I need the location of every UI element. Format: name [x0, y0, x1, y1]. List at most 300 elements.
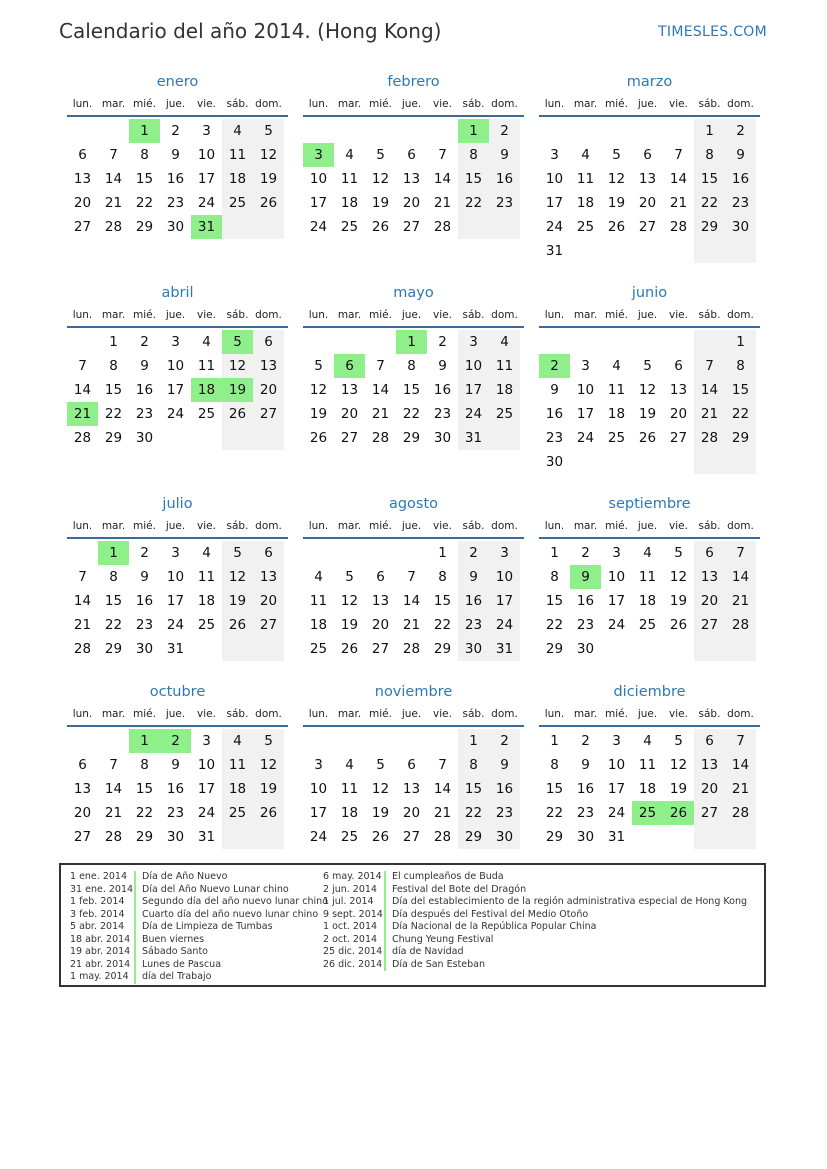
day-cell: 16	[576, 593, 595, 609]
day-cell: 10	[197, 147, 216, 163]
weekday-label: lun.	[544, 98, 565, 110]
empty-day-cell	[303, 729, 334, 753]
day-cell: 15	[104, 593, 123, 609]
empty-day-cell	[365, 729, 396, 753]
day-cell: 15	[433, 593, 452, 609]
weekday-label: sáb.	[462, 708, 485, 720]
legend-date: 1 feb. 2014	[70, 896, 136, 909]
day-cell: 26	[607, 219, 626, 235]
day-cell: 16	[576, 781, 595, 797]
day-cell: 12	[222, 354, 253, 378]
day-cell: 9	[171, 757, 180, 773]
weekday-label: dom.	[255, 98, 282, 110]
day-cell: 20	[340, 406, 359, 422]
weekday-label: mar.	[337, 309, 362, 321]
legend-row	[323, 946, 747, 959]
empty-day-cell	[396, 119, 427, 143]
day-cell: 20	[694, 589, 725, 613]
day-cell: 27	[402, 829, 421, 845]
empty-day-cell	[334, 541, 365, 565]
day-cell: 6	[78, 757, 87, 773]
empty-day-cell	[663, 330, 694, 354]
day-cell: 11	[489, 354, 520, 378]
day-cell: 3	[314, 757, 323, 773]
day-cell: 7	[694, 354, 725, 378]
day-cell: 19	[222, 589, 253, 613]
day-cell: 7	[725, 541, 756, 565]
empty-day-cell	[694, 825, 725, 849]
day-cell: 8	[109, 358, 118, 374]
day-grid	[303, 541, 524, 661]
day-cell: 4	[345, 757, 354, 773]
empty-day-cell	[725, 239, 756, 263]
day-cell: 29	[135, 829, 154, 845]
day-cell: 2	[171, 123, 180, 139]
empty-day-cell	[67, 541, 98, 565]
day-cell: 5	[612, 147, 621, 163]
legend-date: 1 jul. 2014	[323, 896, 386, 909]
day-cell: 14	[694, 378, 725, 402]
day-cell: 26	[222, 613, 253, 637]
holiday-day-cell: 9	[570, 565, 601, 589]
day-cell: 3	[171, 545, 180, 561]
empty-day-cell	[334, 729, 365, 753]
holiday-day-cell: 1	[129, 729, 160, 753]
weekday-label: mié.	[133, 708, 156, 720]
month-name: marzo	[626, 74, 673, 90]
day-cell: 16	[545, 406, 564, 422]
empty-day-cell	[663, 119, 694, 143]
day-cell: 2	[725, 119, 756, 143]
day-cell: 26	[638, 430, 657, 446]
day-cell: 15	[458, 167, 489, 191]
day-cell: 17	[458, 378, 489, 402]
day-cell: 27	[402, 219, 421, 235]
weekday-label: vie.	[669, 520, 688, 532]
weekday-label: dom.	[255, 708, 282, 720]
month-enero	[67, 71, 288, 239]
day-cell: 10	[489, 565, 520, 589]
legend-date: 19 abr. 2014	[70, 946, 136, 959]
holiday-day-cell: 26	[663, 801, 694, 825]
day-cell: 18	[489, 378, 520, 402]
day-cell: 24	[197, 195, 216, 211]
day-cell: 24	[197, 805, 216, 821]
day-cell: 18	[222, 167, 253, 191]
day-cell: 14	[402, 593, 421, 609]
day-cell: 20	[402, 195, 421, 211]
day-cell: 22	[458, 801, 489, 825]
day-cell: 6	[376, 569, 385, 585]
day-cell: 1	[438, 545, 447, 561]
weekday-label: jue.	[165, 98, 186, 110]
weekday-label: dom.	[727, 309, 754, 321]
legend-date: 31 ene. 2014	[70, 884, 136, 897]
day-cell: 22	[458, 191, 489, 215]
day-cell: 28	[694, 426, 725, 450]
day-cell: 28	[104, 829, 123, 845]
day-cell: 2	[581, 733, 590, 749]
weekday-label: jue.	[401, 98, 422, 110]
day-cell: 14	[725, 753, 756, 777]
day-cell: 26	[371, 829, 390, 845]
weekday-label: jue.	[637, 708, 658, 720]
day-cell: 24	[607, 617, 626, 633]
day-cell: 10	[607, 569, 626, 585]
day-cell: 3	[458, 330, 489, 354]
day-cell: 11	[340, 171, 359, 187]
legend-row	[70, 909, 328, 922]
month-diciembre	[539, 681, 760, 849]
day-cell: 17	[545, 195, 564, 211]
empty-day-cell	[303, 119, 334, 143]
day-cell: 21	[725, 589, 756, 613]
day-cell: 7	[438, 147, 447, 163]
legend-holiday-name: Chung Yeung Festival	[392, 933, 494, 945]
day-cell: 5	[314, 358, 323, 374]
day-cell: 20	[73, 195, 92, 211]
day-cell: 30	[166, 219, 185, 235]
day-cell: 25	[340, 219, 359, 235]
day-cell: 23	[166, 805, 185, 821]
day-cell: 27	[669, 430, 688, 446]
day-cell: 23	[166, 195, 185, 211]
weekday-label: vie.	[197, 98, 216, 110]
empty-day-cell	[365, 330, 396, 354]
day-cell: 10	[197, 757, 216, 773]
day-cell: 1	[694, 119, 725, 143]
holiday-day-cell: 2	[539, 354, 570, 378]
weekday-label: vie.	[197, 309, 216, 321]
month-name: julio	[162, 496, 193, 512]
day-cell: 22	[545, 805, 564, 821]
weekday-label: mar.	[573, 520, 598, 532]
brand-link[interactable]: TIMESLES.COM	[658, 24, 767, 40]
legend-date: 1 ene. 2014	[70, 871, 136, 884]
empty-day-cell	[694, 450, 725, 474]
day-cell: 10	[458, 354, 489, 378]
empty-day-cell	[222, 637, 253, 661]
day-cell: 23	[489, 801, 520, 825]
day-cell: 8	[458, 143, 489, 167]
day-cell: 2	[438, 334, 447, 350]
day-cell: 2	[489, 119, 520, 143]
day-cell: 14	[73, 382, 92, 398]
day-cell: 25	[576, 219, 595, 235]
day-cell: 13	[340, 382, 359, 398]
weekday-label: lun.	[308, 708, 329, 720]
day-cell: 5	[376, 147, 385, 163]
day-cell: 25	[638, 617, 657, 633]
day-cell: 5	[253, 729, 284, 753]
day-cell: 21	[104, 805, 123, 821]
empty-day-cell	[253, 825, 284, 849]
day-cell: 27	[371, 641, 390, 657]
day-cell: 16	[489, 777, 520, 801]
holiday-day-cell: 6	[334, 354, 365, 378]
weekday-label: dom.	[491, 98, 518, 110]
day-cell: 24	[545, 219, 564, 235]
day-cell: 22	[402, 406, 421, 422]
holiday-day-cell: 2	[160, 729, 191, 753]
weekday-label: sáb.	[226, 309, 249, 321]
day-cell: 25	[197, 406, 216, 422]
day-cell: 12	[253, 753, 284, 777]
day-cell: 9	[489, 753, 520, 777]
weekday-header	[67, 515, 288, 539]
empty-day-cell	[632, 239, 663, 263]
day-cell: 28	[669, 219, 688, 235]
day-cell: 17	[489, 589, 520, 613]
day-cell: 18	[309, 617, 328, 633]
day-cell: 17	[309, 195, 328, 211]
day-cell: 20	[694, 777, 725, 801]
legend-holiday-name: Día de Año Nuevo	[142, 871, 228, 882]
empty-day-cell	[694, 239, 725, 263]
legend-date: 26 dic. 2014	[323, 959, 386, 972]
day-cell: 31	[607, 829, 626, 845]
day-cell: 19	[607, 195, 626, 211]
legend-column-2	[323, 871, 747, 971]
empty-day-cell	[67, 729, 98, 753]
empty-day-cell	[98, 729, 129, 753]
day-cell: 5	[253, 119, 284, 143]
empty-day-cell	[160, 426, 191, 450]
day-cell: 5	[376, 757, 385, 773]
legend-row	[323, 921, 747, 934]
weekday-header	[303, 93, 524, 117]
legend-holiday-name: Segundo día del año nuevo lunar chino	[142, 896, 329, 907]
day-cell: 6	[253, 541, 284, 565]
day-cell: 30	[576, 829, 595, 845]
day-cell: 14	[104, 781, 123, 797]
day-cell: 20	[402, 805, 421, 821]
weekday-label: lun.	[308, 98, 329, 110]
month-name: mayo	[393, 285, 434, 301]
month-name: enero	[156, 74, 199, 90]
holiday-day-cell: 5	[222, 330, 253, 354]
weekday-label: vie.	[669, 708, 688, 720]
day-cell: 30	[545, 454, 564, 470]
weekday-label: mar.	[573, 98, 598, 110]
weekday-header	[539, 515, 760, 539]
empty-day-cell	[632, 637, 663, 661]
weekday-label: sáb.	[698, 309, 721, 321]
empty-day-cell	[601, 239, 632, 263]
day-cell: 12	[222, 565, 253, 589]
day-cell: 27	[694, 613, 725, 637]
day-cell: 26	[253, 191, 284, 215]
day-cell: 29	[545, 641, 564, 657]
day-cell: 31	[545, 243, 564, 259]
weekday-label: dom.	[255, 309, 282, 321]
day-cell: 1	[725, 330, 756, 354]
legend-date: 2 jun. 2014	[323, 884, 386, 897]
day-cell: 6	[694, 541, 725, 565]
day-cell: 30	[135, 641, 154, 657]
day-cell: 1	[458, 729, 489, 753]
day-cell: 23	[576, 617, 595, 633]
day-cell: 17	[197, 781, 216, 797]
empty-day-cell	[632, 119, 663, 143]
empty-day-cell	[539, 119, 570, 143]
weekday-label: dom.	[727, 98, 754, 110]
day-cell: 26	[222, 402, 253, 426]
weekday-label: dom.	[491, 520, 518, 532]
weekday-label: dom.	[491, 708, 518, 720]
day-cell: 15	[458, 777, 489, 801]
weekday-label: lun.	[544, 708, 565, 720]
month-marzo	[539, 71, 760, 263]
day-cell: 24	[489, 613, 520, 637]
empty-day-cell	[663, 637, 694, 661]
day-cell: 11	[607, 382, 626, 398]
weekday-label: lun.	[72, 708, 93, 720]
day-cell: 17	[309, 805, 328, 821]
weekday-label: lun.	[308, 520, 329, 532]
day-cell: 24	[309, 219, 328, 235]
day-cell: 21	[694, 402, 725, 426]
weekday-label: mié.	[133, 520, 156, 532]
weekday-label: sáb.	[698, 708, 721, 720]
empty-day-cell	[222, 215, 253, 239]
weekday-label: sáb.	[226, 708, 249, 720]
empty-day-cell	[303, 330, 334, 354]
day-cell: 21	[669, 195, 688, 211]
day-cell: 13	[253, 354, 284, 378]
day-cell: 1	[109, 334, 118, 350]
holiday-day-cell: 25	[632, 801, 663, 825]
day-cell: 4	[222, 119, 253, 143]
day-cell: 25	[489, 402, 520, 426]
day-cell: 15	[725, 378, 756, 402]
day-cell: 27	[73, 829, 92, 845]
weekday-label: mar.	[101, 708, 126, 720]
day-cell: 2	[140, 545, 149, 561]
day-cell: 9	[140, 569, 149, 585]
empty-day-cell	[191, 426, 222, 450]
day-cell: 12	[607, 171, 626, 187]
empty-day-cell	[396, 541, 427, 565]
day-cell: 8	[438, 569, 447, 585]
day-cell: 20	[638, 195, 657, 211]
month-julio	[67, 493, 288, 661]
weekday-label: lun.	[544, 520, 565, 532]
legend-row	[70, 871, 328, 884]
day-cell: 2	[458, 541, 489, 565]
day-cell: 6	[253, 330, 284, 354]
month-mayo	[303, 282, 524, 450]
day-cell: 14	[669, 171, 688, 187]
empty-day-cell	[601, 450, 632, 474]
weekday-label: lun.	[72, 309, 93, 321]
day-cell: 28	[433, 219, 452, 235]
day-cell: 12	[340, 593, 359, 609]
legend-row	[323, 871, 747, 884]
day-cell: 12	[371, 781, 390, 797]
holiday-legend	[59, 863, 766, 987]
weekday-label: sáb.	[462, 98, 485, 110]
day-cell: 16	[725, 167, 756, 191]
legend-row	[70, 959, 328, 972]
month-name: septiembre	[608, 496, 691, 512]
day-cell: 7	[438, 757, 447, 773]
day-cell: 24	[309, 829, 328, 845]
empty-day-cell	[396, 729, 427, 753]
weekday-label: jue.	[637, 520, 658, 532]
day-cell: 13	[73, 781, 92, 797]
day-cell: 21	[433, 805, 452, 821]
day-cell: 7	[407, 569, 416, 585]
day-cell: 20	[253, 378, 284, 402]
legend-holiday-name: día de Navidad	[392, 946, 464, 957]
day-cell: 13	[669, 382, 688, 398]
weekday-label: mié.	[369, 309, 392, 321]
weekday-label: mar.	[573, 309, 598, 321]
day-cell: 13	[694, 753, 725, 777]
day-cell: 22	[694, 191, 725, 215]
day-cell: 19	[371, 195, 390, 211]
holiday-day-cell: 1	[396, 330, 427, 354]
day-cell: 19	[669, 593, 688, 609]
weekday-label: dom.	[727, 520, 754, 532]
day-cell: 5	[674, 545, 683, 561]
empty-day-cell	[253, 426, 284, 450]
day-cell: 22	[725, 402, 756, 426]
month-agosto	[303, 493, 524, 661]
day-cell: 28	[73, 641, 92, 657]
holiday-day-cell: 1	[129, 119, 160, 143]
weekday-label: jue.	[165, 520, 186, 532]
day-grid	[539, 541, 760, 661]
empty-day-cell	[539, 330, 570, 354]
page-title: Calendario del año 2014. (Hong Kong)	[59, 19, 442, 43]
day-cell: 9	[550, 382, 559, 398]
empty-day-cell	[725, 637, 756, 661]
day-cell: 6	[407, 757, 416, 773]
legend-holiday-name: Día Nacional de la República Popular China	[392, 921, 597, 932]
day-cell: 30	[166, 829, 185, 845]
empty-day-cell	[67, 119, 98, 143]
day-cell: 19	[253, 777, 284, 801]
day-cell: 30	[458, 637, 489, 661]
day-cell: 14	[73, 593, 92, 609]
holiday-day-cell: 1	[458, 119, 489, 143]
legend-row	[323, 934, 747, 947]
day-cell: 3	[612, 733, 621, 749]
month-name: junio	[631, 285, 668, 301]
day-cell: 4	[612, 358, 621, 374]
empty-day-cell	[601, 330, 632, 354]
day-cell: 31	[166, 641, 185, 657]
day-cell: 28	[104, 219, 123, 235]
legend-date: 9 sept. 2014	[323, 909, 386, 922]
empty-day-cell	[427, 729, 458, 753]
legend-date: 21 abr. 2014	[70, 959, 136, 972]
day-cell: 27	[253, 402, 284, 426]
weekday-label: dom.	[255, 520, 282, 532]
day-cell: 11	[340, 781, 359, 797]
month-febrero	[303, 71, 524, 239]
weekday-label: mié.	[133, 309, 156, 321]
day-cell: 18	[576, 195, 595, 211]
day-cell: 7	[78, 358, 87, 374]
day-cell: 15	[545, 593, 564, 609]
weekday-label: sáb.	[462, 520, 485, 532]
day-cell: 8	[458, 753, 489, 777]
weekday-label: sáb.	[462, 309, 485, 321]
day-cell: 18	[607, 406, 626, 422]
